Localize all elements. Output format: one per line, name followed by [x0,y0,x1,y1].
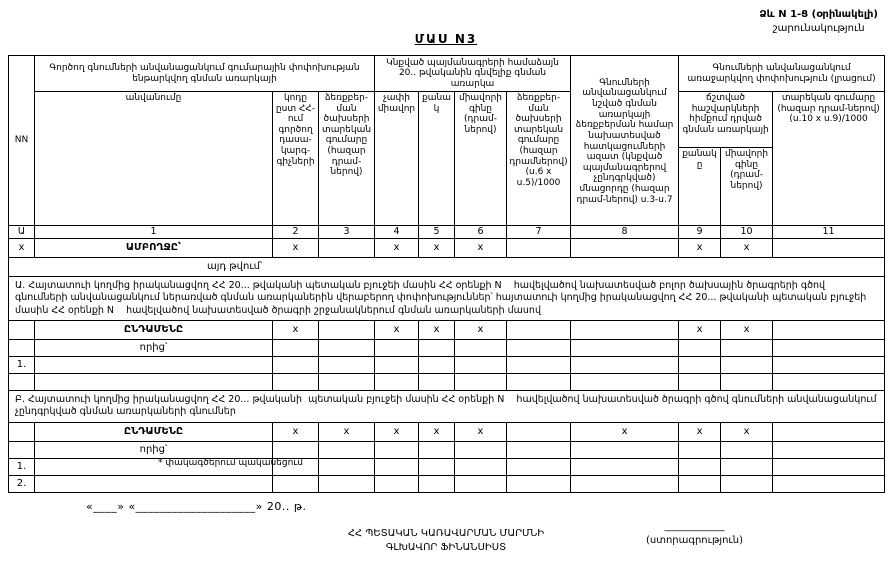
col-number: 8 [571,226,679,239]
value-cell: x [455,422,507,441]
value-cell [375,458,419,475]
table-row [9,458,885,475]
value-cell [319,357,375,374]
value-cell [375,374,419,391]
signature-label: (ստորագրություն) [645,535,743,546]
value-cell [679,374,721,391]
col-header-free-balance: Գնումների անվանացանկում նշված գնման առարկայի ձեռքբերման համար նախատեսված հատկացումների ազատ (կնքված պայմանագրերով չընդգրկված) մնացորդը (հազար դրամ-ներով) ս.3-ս.7 [571,56,679,226]
value-cell [571,441,679,458]
value-cell [773,374,885,391]
value-cell [507,422,571,441]
col-header-proposed-annual-cost: տարեկան գումարը (հազար դրամ-ներով) (ս.10 x ս.9)/1000 [773,92,885,226]
table-row [9,239,885,258]
value-cell [455,374,507,391]
col-number: 1 [35,226,273,239]
value-cell [319,441,375,458]
value-cell [571,475,679,492]
section-heading-cell: Բ. Հայտատուի կողմից իրականացվող ՀՀ 20... թվականի պետական բյուջեի մասին ՀՀ օրենքի N հավելվածով նախատեսված ծրագրի գծով գնումների անվանացանկում չընդգրկված գնման առարկաների գնումներ [9,391,885,423]
table-header [9,56,885,239]
procurement-table [8,55,885,493]
value-cell [507,321,571,340]
value-cell [273,357,319,374]
row-label-cell: որից՝ [35,441,273,458]
value-cell [455,340,507,357]
row-number-cell [9,441,35,458]
signature-line: ____________ [664,521,725,532]
value-cell [455,458,507,475]
value-cell [419,374,455,391]
value-cell [571,374,679,391]
value-cell [773,239,885,258]
col-number: 4 [375,226,419,239]
value-cell [773,321,885,340]
col-number: 6 [455,226,507,239]
value-cell [419,357,455,374]
table-row [9,441,885,458]
col-header-unit: չափի միավոր [375,92,419,226]
org-title-line1: ՀՀ ՊԵՏԱԿԱՆ ԿԱՌԱՎԱՐՄԱՆ ՄԱՐՄՆԻ [347,528,545,539]
value-cell [571,458,679,475]
value-cell [721,357,773,374]
row-label-cell: ԸՆԴԱՄԵՆԸ [35,321,273,340]
value-cell [375,441,419,458]
section-heading-cell: Ա. Հայտատուի կողմից իրականացվող ՀՀ 20... թվականի պետական բյուջեի մասին ՀՀ օրենքի N հավելվածով նախատեսված բոլոր ծախսային ծրագրերի գծով գնումների անվանացանկում ներառված գնման առարկաներին վերաբերող փոփոխություններ՝ հայտատուի կողմից իրականացվող ՀՀ 20... թվականի պետական բյուջեի մասին ՀՀ օրենքի N հավելվածով նախատեսված ծրագրի շրջանակներում գնման առարկաների մասով [9,277,885,321]
value-cell: x [679,321,721,340]
value-cell [419,340,455,357]
col-header-contract-annual-cost: ձեռքբեր-ման ծախսերի տարեկան գումարը (հազար դրամներով) (ս.6 x ս.5)/1000 [507,92,571,226]
col-header-nn: NN [9,56,35,226]
col-header-quantity: քանակ [419,92,455,226]
col-header-annual-cost: ձեռքբեր-ման ծախսերի տարեկան գումարը (հազար դրամ-ներով) [319,92,375,226]
value-cell: x [419,239,455,258]
value-cell [507,475,571,492]
value-cell [455,475,507,492]
value-cell [721,441,773,458]
col-number: 11 [773,226,885,239]
value-cell [507,441,571,458]
subtotal-label-cell: այդ թվում՝ [9,258,885,277]
value-cell [507,340,571,357]
value-cell [773,340,885,357]
procurement-table-wrap [8,55,885,493]
value-cell: x [455,239,507,258]
value-cell [419,475,455,492]
value-cell [679,357,721,374]
row-label-cell [35,475,273,492]
col-header-proposed-quantity: քանակը [679,148,721,226]
row-label-cell: որից՝ [35,340,273,357]
table-row [9,374,885,391]
value-cell [721,340,773,357]
column-number-row [9,226,885,239]
value-cell [571,340,679,357]
value-cell: x [273,422,319,441]
value-cell: x [721,422,773,441]
row-label-cell: ԱՄԲՈՂՋԸ՝ [35,239,273,258]
col-number: 7 [507,226,571,239]
value-cell [507,458,571,475]
form-ref-continuation: շարունակություն [772,22,865,34]
value-cell [273,475,319,492]
value-cell [571,357,679,374]
value-cell [571,321,679,340]
row-number-cell [9,374,35,391]
value-cell: x [721,321,773,340]
col-number: 2 [273,226,319,239]
value-cell [773,441,885,458]
row-number-cell: 1. [9,458,35,475]
col-header-code: կոդը ըստ ՀՀ-ում գործող դասա-կարգ-գիչների [273,92,319,226]
value-cell [679,340,721,357]
value-cell: x [419,321,455,340]
row-label-cell [35,374,273,391]
page-title: ՄԱՍ N3 [414,32,478,46]
value-cell [679,458,721,475]
value-cell [773,357,885,374]
subtotal-label-row [9,258,885,277]
footnote: * փակագծերում պակասեցում [158,458,303,468]
value-cell [319,475,375,492]
value-cell [419,458,455,475]
form-ref-number: Ձև N 1-Ց (օրինակելի) [759,9,878,20]
value-cell [773,475,885,492]
value-cell [319,239,375,258]
table-row [9,475,885,492]
value-cell [375,475,419,492]
value-cell [273,340,319,357]
value-cell [773,458,885,475]
value-cell: x [679,239,721,258]
row-label-cell: ԸՆԴԱՄԵՆԸ [35,422,273,441]
value-cell [319,374,375,391]
row-number-cell [9,340,35,357]
col-number: 9 [679,226,721,239]
row-number-cell: x [9,239,35,258]
value-cell [679,441,721,458]
value-cell [419,441,455,458]
row-number-cell: 2. [9,475,35,492]
value-cell: x [375,422,419,441]
form-reference [759,8,878,35]
row-number-cell [9,321,35,340]
value-cell [455,441,507,458]
row-number-cell [9,422,35,441]
value-cell [679,475,721,492]
value-cell [721,374,773,391]
date-line: «____» «____________________» 20.. թ. [86,500,307,513]
group-header-current-list: Գործող գնումների անվանացանկում գումարային փոփոխության ենթարկվող գնման առարկայի [35,56,375,92]
row-number-cell: 1. [9,357,35,374]
value-cell [571,239,679,258]
col-number: Ա [9,226,35,239]
table-body [9,239,885,493]
group-header-proposed-change: Գնումների անվանացանկում առաջարկվող փոփոխություն (լրացում) [679,56,885,92]
col-header-unit-price: միավորի գինը (դրամ-ներով) [455,92,507,226]
section-row [9,277,885,321]
value-cell [721,458,773,475]
value-cell [375,357,419,374]
value-cell: x [679,422,721,441]
group-header-contracts: Կնքված պայմանագրերի համաձայն 20.. թվականին գնվելիք գնման առարկա [375,56,571,92]
value-cell [273,441,319,458]
col-number: 5 [419,226,455,239]
value-cell: x [419,422,455,441]
col-header-name: անվանումը [35,92,273,226]
value-cell: x [455,321,507,340]
value-cell: x [375,239,419,258]
value-cell [507,374,571,391]
col-number: 3 [319,226,375,239]
value-cell: x [319,422,375,441]
value-cell [721,475,773,492]
value-cell [273,374,319,391]
value-cell [319,458,375,475]
col-number: 10 [721,226,773,239]
value-cell: x [721,239,773,258]
table-row [9,340,885,357]
table-row [9,321,885,340]
col-header-proposed-unit-price: միավորի գինը (դրամ-ներով) [721,148,773,226]
table-row [9,357,885,374]
value-cell: x [571,422,679,441]
row-label-cell [35,357,273,374]
col-header-proposed-sub: ճշտված հաշվարկների հիմքում դրված գնման առարկայի [679,92,773,148]
section-row [9,391,885,423]
value-cell [507,239,571,258]
value-cell [319,321,375,340]
value-cell [319,340,375,357]
org-title-line2: ԳԼԽԱՎՈՐ ՖԻՆԱՆՍԻՍՏ [385,542,507,553]
value-cell: x [273,239,319,258]
value-cell [455,357,507,374]
value-cell: x [375,321,419,340]
value-cell [507,357,571,374]
value-cell [773,422,885,441]
table-row [9,422,885,441]
value-cell: x [273,321,319,340]
value-cell [375,340,419,357]
signature-block [612,520,777,548]
